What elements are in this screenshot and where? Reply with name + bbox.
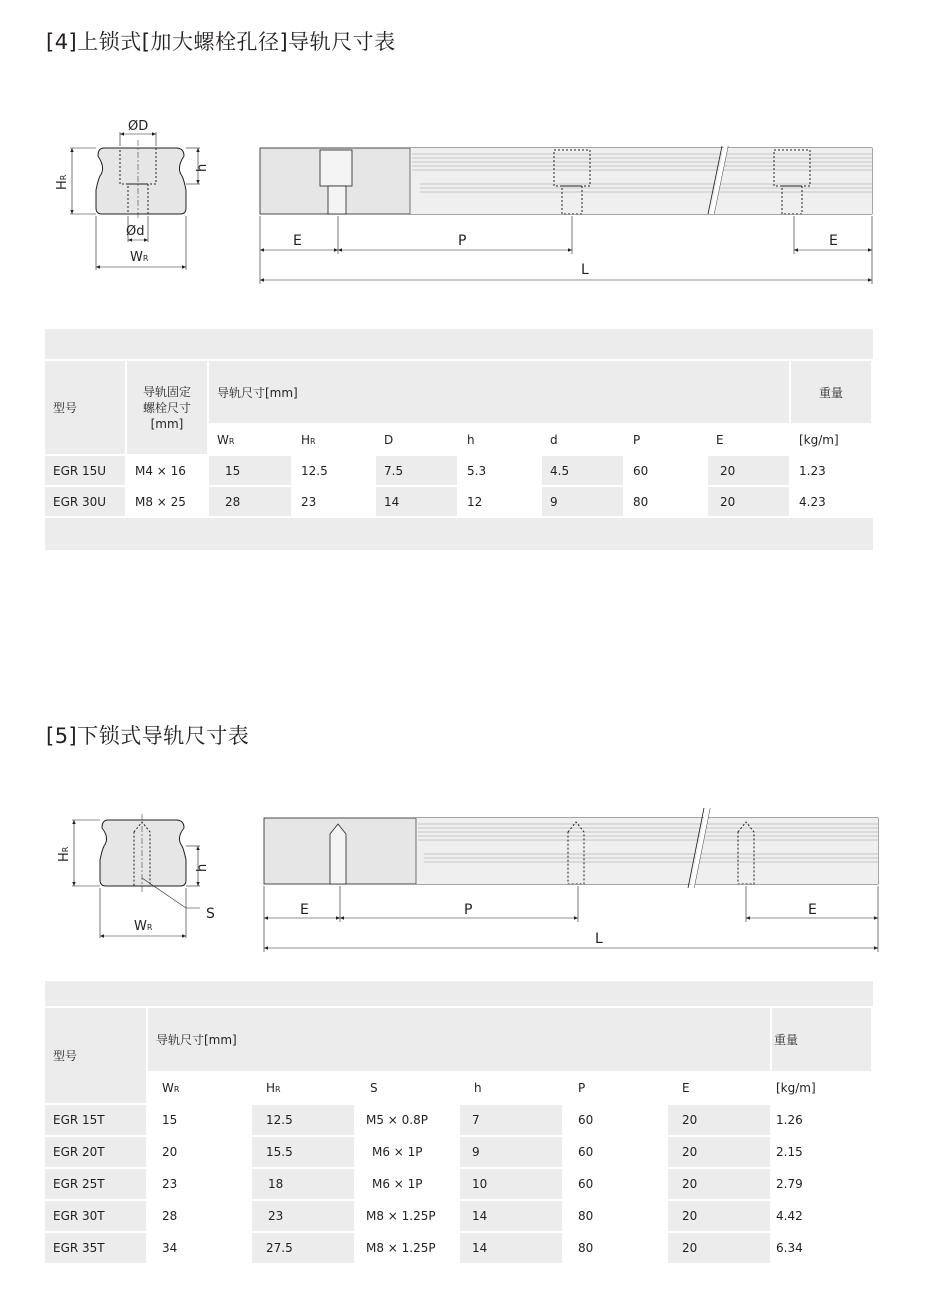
section5-label-e-right: E: [808, 902, 817, 918]
section4-label-p: P: [458, 233, 467, 249]
table-row: [45, 1137, 873, 1169]
section4-rail-profile: [96, 140, 186, 220]
value-cell: 23: [148, 1169, 252, 1201]
model-cell: EGR 35T: [45, 1233, 148, 1265]
value-cell: 60: [625, 456, 708, 487]
section5-subheader-s: S: [356, 1073, 460, 1105]
section5-header-band: [45, 981, 873, 1008]
bolt-cell: M4 × 16: [127, 456, 209, 487]
section5-dim-header: 导轨尺寸[mm]: [148, 1008, 772, 1073]
section4-weight-header: 重量: [791, 361, 873, 425]
section5-rail-profile: [100, 814, 186, 892]
section4-weight-unit: [kg/m]: [791, 425, 873, 456]
value-cell: 15: [148, 1105, 252, 1137]
section4-footer-band: [45, 518, 873, 552]
section5-weight-header: 重量: [772, 1008, 873, 1073]
table-row: [45, 487, 873, 518]
section4-label-e-left: E: [293, 233, 302, 249]
section5-title: [5]下锁式导轨尺寸表: [46, 724, 250, 748]
section5-rail-side: [264, 808, 878, 888]
model-cell: EGR 30U: [45, 487, 127, 518]
value-cell: M6 × 1P: [356, 1137, 460, 1169]
section4-label-wr: WR: [130, 250, 149, 265]
weight-cell: 4.23: [791, 487, 873, 518]
section4-title: [4]上锁式[加大螺栓孔径]导轨尺寸表: [46, 30, 396, 54]
value-cell: 14: [460, 1201, 564, 1233]
value-cell: 14: [460, 1233, 564, 1265]
weight-cell: 1.26: [772, 1105, 873, 1137]
section5-label-wr: WR: [134, 919, 153, 934]
section4-header-band: [45, 329, 873, 361]
value-cell: M6 × 1P: [356, 1169, 460, 1201]
value-cell: 20: [148, 1137, 252, 1169]
value-cell: 12: [459, 487, 542, 518]
value-cell: 12.5: [252, 1105, 356, 1137]
bolt-cell: M8 × 25: [127, 487, 209, 518]
section5-subheader-p: P: [564, 1073, 668, 1105]
weight-cell: 6.34: [772, 1233, 873, 1265]
value-cell: M5 × 0.8P: [356, 1105, 460, 1137]
section4-drawing: [0, 110, 930, 290]
value-cell: 23: [293, 487, 376, 518]
section5-label-h: h: [195, 863, 210, 872]
section4-label-od: ØD: [128, 119, 149, 134]
value-cell: 34: [148, 1233, 252, 1265]
value-cell: 9: [460, 1137, 564, 1169]
value-cell: 20: [708, 487, 791, 518]
weight-cell: 1.23: [791, 456, 873, 487]
section4-subheader-d: D: [376, 425, 459, 456]
value-cell: M8 × 1.25P: [356, 1233, 460, 1265]
section4-label-h: h: [195, 163, 210, 172]
value-cell: 60: [564, 1105, 668, 1137]
weight-cell: 4.42: [772, 1201, 873, 1233]
table-row: [45, 1169, 873, 1201]
section5-label-hr: HR: [57, 846, 72, 862]
value-cell: 15: [209, 456, 293, 487]
section4-subheader-hr: HR: [293, 425, 376, 456]
value-cell: 15.5: [252, 1137, 356, 1169]
section4-model-header: 型号: [45, 361, 127, 456]
value-cell: M8 × 1.25P: [356, 1201, 460, 1233]
table-row: [45, 1105, 873, 1137]
model-cell: EGR 15T: [45, 1105, 148, 1137]
section4-subheader-e: E: [708, 425, 791, 456]
section5-label-s: S: [206, 906, 215, 922]
section5-model-header: 型号: [45, 1008, 148, 1105]
section4-label-hr: HR: [55, 174, 70, 190]
value-cell: 5.3: [459, 456, 542, 487]
section5-weight-unit: [kg/m]: [772, 1073, 873, 1105]
value-cell: 60: [564, 1137, 668, 1169]
table-row: [45, 456, 873, 487]
section5-label-e-left: E: [300, 902, 309, 918]
value-cell: 10: [460, 1169, 564, 1201]
section4-subheader-d-small: d: [542, 425, 625, 456]
value-cell: 80: [564, 1201, 668, 1233]
model-cell: EGR 30T: [45, 1201, 148, 1233]
section4-label-l: L: [581, 262, 589, 278]
section4-label-e-right: E: [829, 233, 838, 249]
value-cell: 80: [625, 487, 708, 518]
model-cell: EGR 15U: [45, 456, 127, 487]
value-cell: 28: [148, 1201, 252, 1233]
value-cell: 20: [668, 1233, 772, 1265]
value-cell: 12.5: [293, 456, 376, 487]
value-cell: 60: [564, 1169, 668, 1201]
section5-subheader-wr: WR: [148, 1073, 252, 1105]
weight-cell: 2.79: [772, 1169, 873, 1201]
model-cell: EGR 20T: [45, 1137, 148, 1169]
value-cell: 20: [708, 456, 791, 487]
section4-label-d: Ød: [126, 224, 145, 239]
section4-subheader-h: h: [459, 425, 542, 456]
section5-spec-table: [45, 981, 873, 1265]
value-cell: 20: [668, 1137, 772, 1169]
value-cell: 80: [564, 1233, 668, 1265]
section4-subheader-p: P: [625, 425, 708, 456]
section4-rail-side: [260, 146, 872, 214]
table-row: [45, 1233, 873, 1265]
value-cell: 18: [252, 1169, 356, 1201]
model-cell: EGR 25T: [45, 1169, 148, 1201]
value-cell: 23: [252, 1201, 356, 1233]
section5-drawing: [0, 804, 930, 960]
value-cell: 20: [668, 1201, 772, 1233]
section5-subheader-h: h: [460, 1073, 564, 1105]
section4-dim-header: 导轨尺寸[mm]: [209, 361, 791, 425]
section5-subheader-e: E: [668, 1073, 772, 1105]
section5-label-p: P: [464, 902, 473, 918]
value-cell: 4.5: [542, 456, 625, 487]
value-cell: 7.5: [376, 456, 459, 487]
section4-bolt-header: 导轨固定 螺栓尺寸 [mm]: [127, 361, 209, 456]
section5-label-l: L: [595, 931, 603, 947]
section4-spec-table: [45, 329, 873, 552]
weight-cell: 2.15: [772, 1137, 873, 1169]
value-cell: 20: [668, 1105, 772, 1137]
section4-subheader-wr: WR: [209, 425, 293, 456]
value-cell: 20: [668, 1169, 772, 1201]
value-cell: 9: [542, 487, 625, 518]
section5-subheader-hr: HR: [252, 1073, 356, 1105]
value-cell: 14: [376, 487, 459, 518]
value-cell: 27.5: [252, 1233, 356, 1265]
table-row: [45, 1201, 873, 1233]
value-cell: 28: [209, 487, 293, 518]
value-cell: 7: [460, 1105, 564, 1137]
